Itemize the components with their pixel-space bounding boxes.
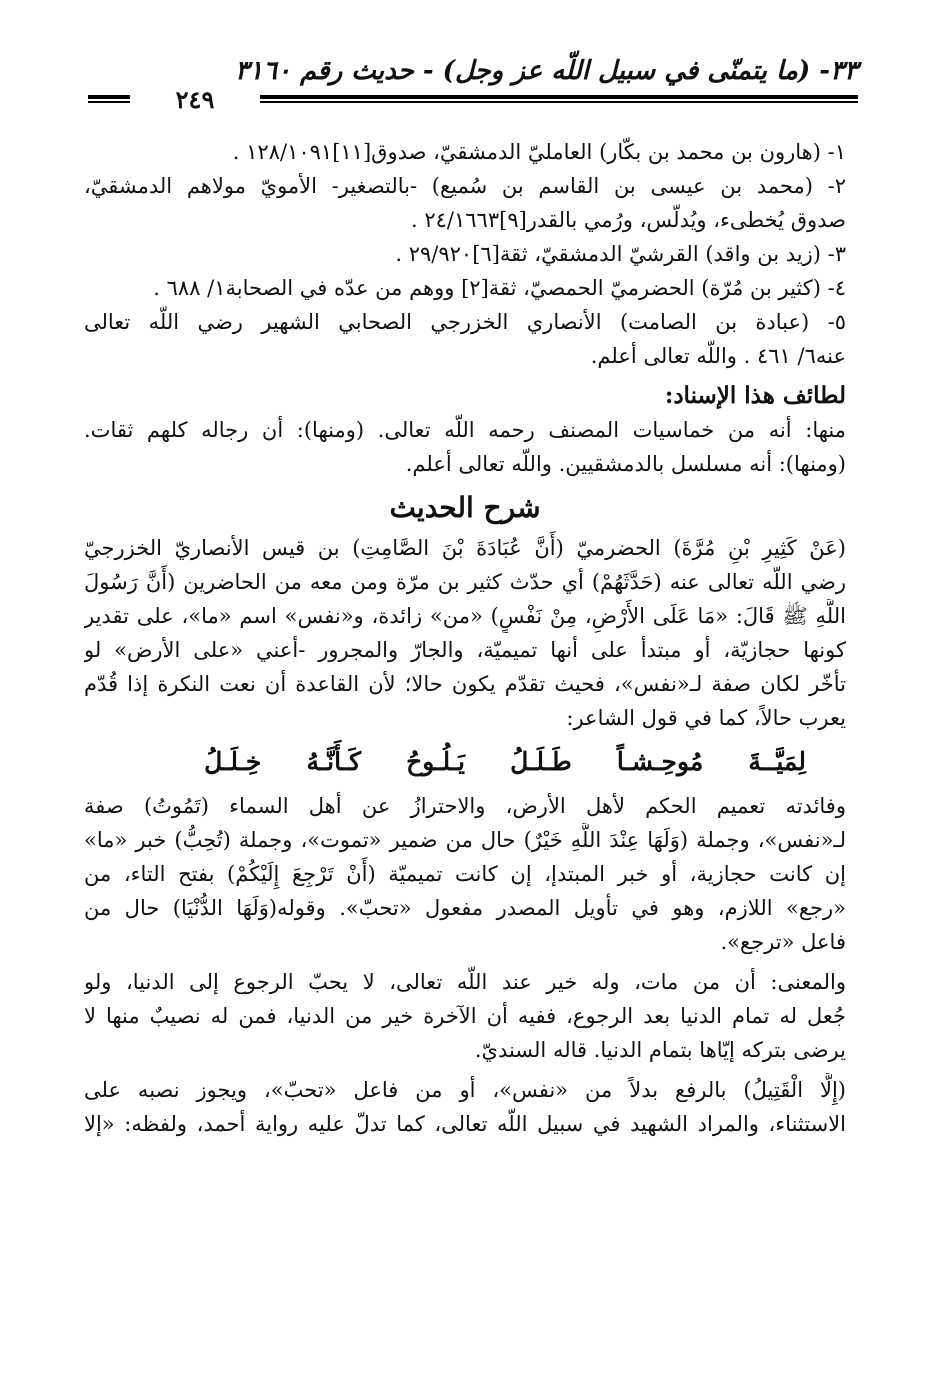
- verse-word: لِمَيَّــةَ: [748, 747, 806, 776]
- paragraph-line: يرضى بتركه إيّاها بتمام الدنيا. قاله السنديّ.: [474, 1038, 846, 1062]
- paragraph-line: لـ«نفس»، وجملة (وَلَهَا عِنْدَ اللَّهِ خَيْرٌ) حال من ضمير «تموت»، وجملة (تُحِبُّ) خبر «ما»: [84, 828, 846, 852]
- paragraph-line: إن كانت حجازية، أو خبر المبتدإ، إن كانت تميميّة (أَنْ تَرْجِعَ إِلَيْكُمْ) بفتح التاء، من: [84, 862, 846, 886]
- page-body: [84, 135, 846, 1141]
- narrator-list: [84, 135, 846, 373]
- verse-word: يَـلُـوحُ: [406, 747, 465, 776]
- paragraph-line: الاستثناء، والمراد الشهيد في سبيل اللّه تعالى، كما تدلّ عليه رواية أحمد، ولفظه: «إلا: [84, 1112, 846, 1136]
- sharh-paragraph-4: [84, 1073, 846, 1141]
- narrator-5-line-1: ٥- (عبادة بن الصامت) الأنصاري الخزرجي الصحابي الشهير رضي اللّه تعالى: [84, 310, 846, 334]
- paragraph-line: اللَّهِ ﷺ قَالَ: «مَا عَلَى الأَرْضِ، مِنْ نَفْسٍ) «من» زائدة، و«نفس» اسم «ما»، على تقدير: [84, 604, 846, 628]
- paragraph-line: كونها حجازيّة، أو مبتدأ على أنها تميميّة، والجارّ والمجرور -أعني «على الأرض» لو: [84, 638, 846, 662]
- running-header: ٣٣- (ما يتمنّى في سبيل اللّه عز وجل) - حديث رقم ٣١٦٠: [235, 56, 858, 86]
- narrator-2-line-1: ٢- (محمد بن عيسى بن القاسم بن سُميع) -بالتصغير- الأمويّ مولاهم الدمشقيّ،: [84, 174, 846, 198]
- verse-word: كَـأَنَّـهُ: [306, 747, 361, 776]
- page-number: ٢٤٩: [130, 88, 260, 112]
- sharh-paragraph-1: [84, 531, 846, 735]
- lataif-line-1: منها: أنه من خماسيات المصنف رحمه اللّه تعالى. (ومنها): أن رجاله كلهم ثقات.: [84, 418, 846, 442]
- paragraph-line: جُعل له تمام الدنيا بعد الرجوع، ففيه أن الآخرة خير من الدنيا، فمن له نصيبٌ منها لا: [84, 1004, 846, 1028]
- poetry-verse: [84, 741, 846, 783]
- sharh-title: شرح الحديث: [389, 491, 541, 524]
- narrator-2-line-2: صدوق يُخطىء، ويُدلّس، ورُمي بالقدر[٩]٢٤/١٦٦٣ .: [411, 208, 846, 232]
- narrator-1-line-1: ١- (هارون بن محمد بن بكّار) العامليّ الدمشقيّ، صدوق[١١]١٢٨/١٠٩١ .: [232, 140, 846, 164]
- paragraph-line: رضي اللّه تعالى عنه (حَدَّثَهُمْ) أي حدّث كثير بن مرّة ومن معه من الحاضرين (أَنَّ رَسُولَ: [84, 570, 846, 594]
- paragraph-line: يعرب حالاً، كما في قول الشاعر:: [566, 706, 846, 730]
- paragraph-line: تأخّر لكان صفة لـ«نفس»، فحيث تقدّم يكون حالا؛ لأن القاعدة أن نعت النكرة إذا قُدّم: [84, 672, 846, 696]
- sharh-paragraph-2: [84, 789, 846, 959]
- paragraph-line: وفائدته تعميم الحكم لأهل الأرض، والاحترازُ عن أهل السماء (تَمُوتُ) صفة: [84, 794, 846, 818]
- paragraph-line: والمعنى: أن من مات، وله خير عند اللّه تعالى، لا يحبّ الرجوع إلى الدنيا، ولو: [84, 970, 846, 994]
- narrator-4-line-1: ٤- (كثير بن مُرّة) الحضرميّ الحمصيّ، ثقة[٢] ووهم من عدّه في الصحابة١/ ٦٨٨ .: [153, 276, 846, 300]
- sharh-paragraph-3: [84, 965, 846, 1067]
- paragraph-line: فاعل «ترجع».: [720, 930, 846, 954]
- paragraph-line: «رجع» اللازم، وهو في تأويل المصدر مفعول «تحبّ». وقوله(وَلَهَا الدُّنْيَا) حال من: [84, 896, 846, 920]
- narrator-5-line-2: عنه٦/ ٤٦١ . واللّه تعالى أعلم.: [590, 344, 846, 368]
- lataif-line-2: (ومنها): أنه مسلسل بالدمشقيين. واللّه تعالى أعلم.: [405, 452, 846, 476]
- paragraph-line: (عَنْ كَثِيرِ بْنِ مُرَّةَ) الحضرميّ (أَنَّ عُبَادَةَ بْنَ الصَّامِتِ) بن قيس الأنصاريّ الخزرجيّ: [84, 536, 846, 560]
- verse-word: مُوحِـشـاً: [616, 747, 704, 776]
- verse-word: خِـلَـلُ: [204, 747, 262, 776]
- verse-word: طَـلَـلُ: [510, 747, 572, 776]
- narrator-3-line-1: ٣- (زيد بن واقد) القرشيّ الدمشقيّ، ثقة[٦]٢٩/٩٢٠ .: [395, 242, 846, 266]
- paragraph-line: (إِلَّا الْقَتِيلُ) بالرفع بدلاً من «نفس»، أو من فاعل «تحبّ»، ويجوز نصبه على: [84, 1078, 846, 1102]
- lataif-heading: لطائف هذا الإسناد:: [664, 382, 846, 409]
